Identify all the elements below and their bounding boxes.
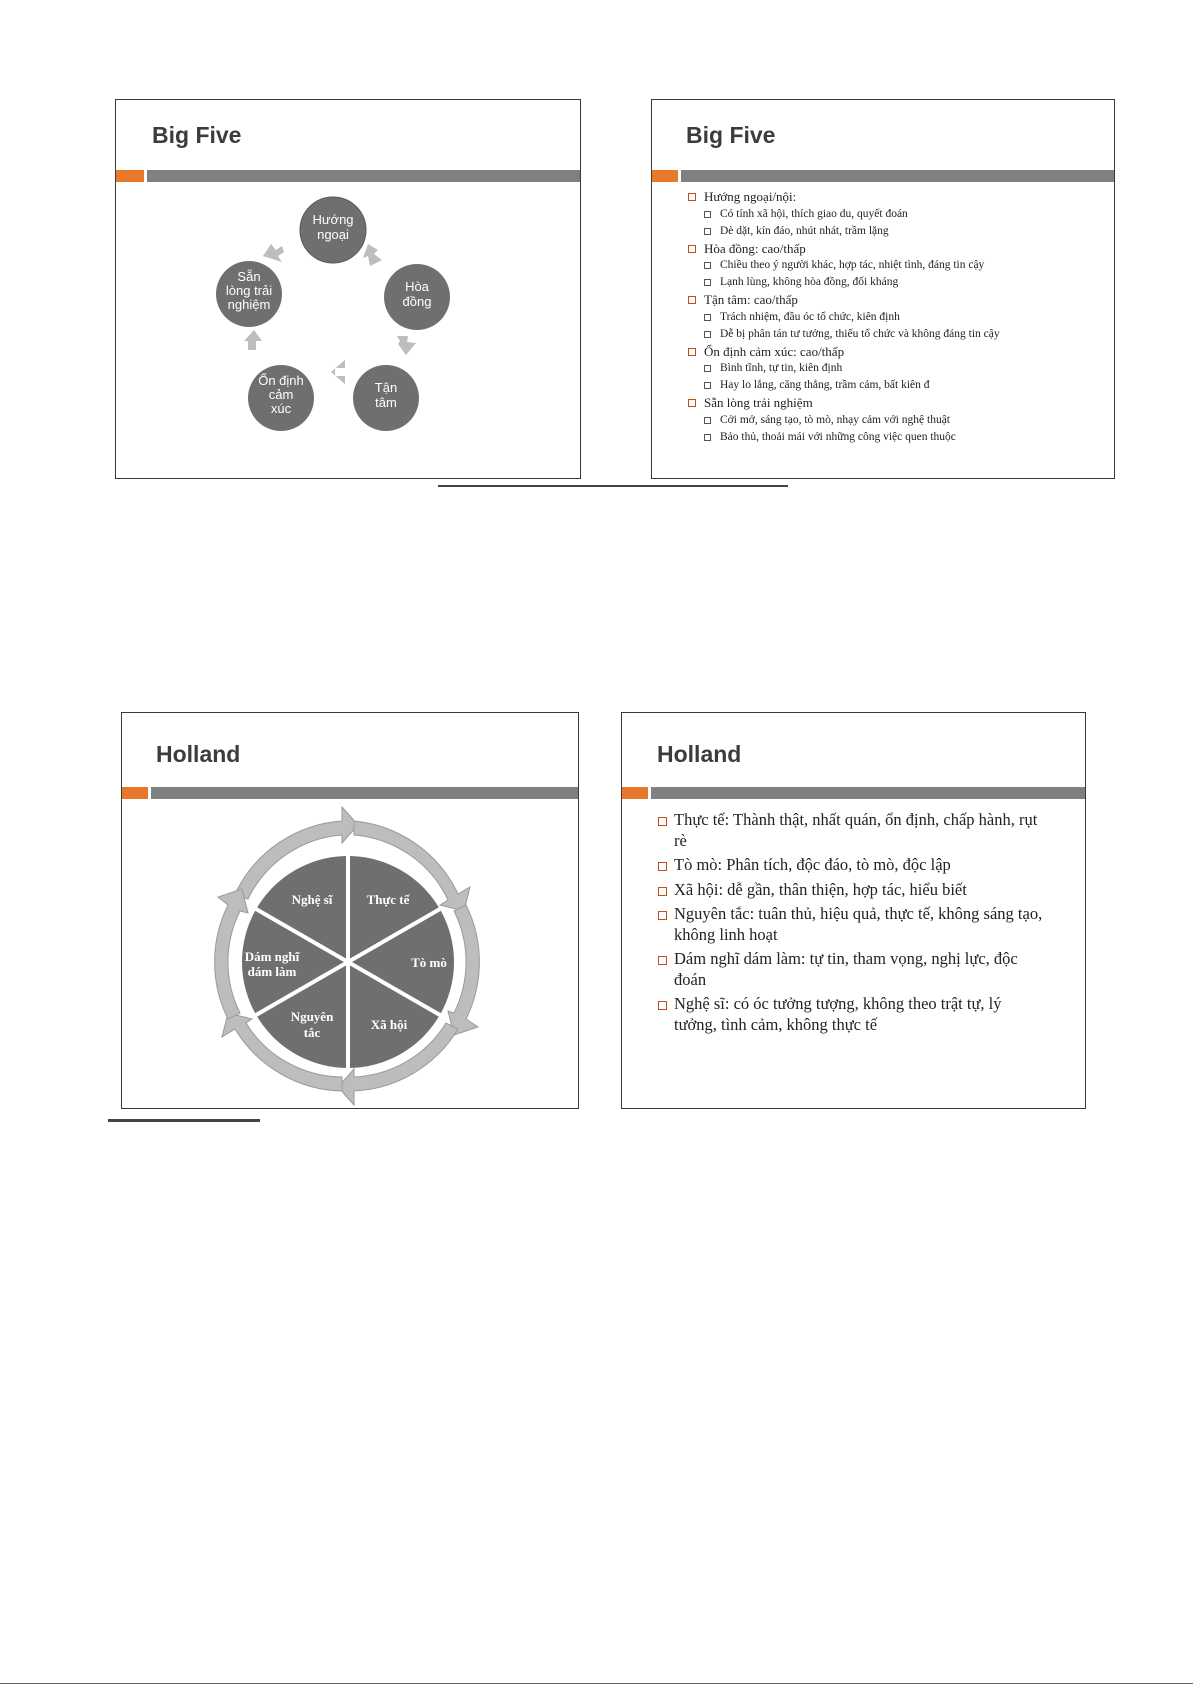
sub-bullet-square-icon bbox=[704, 262, 711, 269]
node-label: nghiệm bbox=[227, 297, 271, 312]
header-bar bbox=[147, 170, 580, 182]
node-huong-ngoai bbox=[300, 197, 366, 263]
segment-label-dam-nghi-dam-lam: dám làm bbox=[247, 964, 297, 979]
slide-title: Big Five bbox=[152, 122, 242, 148]
bullet-list bbox=[658, 810, 1078, 1039]
list-item bbox=[688, 394, 1108, 412]
sub-item-text: Lạnh lùng, không hòa đồng, đối kháng bbox=[720, 276, 899, 288]
item-text-line: Thực tế: Thành thật, nhất quán, ổn định, chấp hành, rụt bbox=[674, 810, 1038, 829]
sub-item-text: Bảo thủ, thoải mái với những công việc quen thuộc bbox=[720, 430, 956, 443]
list-item bbox=[688, 291, 1108, 309]
node-label: Hòa bbox=[405, 279, 429, 294]
bullet-square-icon bbox=[688, 399, 696, 407]
segment-label-thuc-te: Thực tế bbox=[366, 892, 410, 907]
sub-list-item bbox=[688, 309, 1108, 326]
bullet-square-icon bbox=[658, 956, 667, 965]
sub-bullet-square-icon bbox=[704, 365, 711, 372]
list-item bbox=[658, 949, 1078, 990]
sub-list-item bbox=[688, 257, 1108, 274]
item-text-line: Xã hội: dễ gần, thân thiện, hợp tác, hiểu biết bbox=[674, 879, 967, 899]
list-item bbox=[658, 880, 1078, 901]
sub-list-item bbox=[688, 274, 1108, 291]
slide-holland-list bbox=[621, 712, 1086, 1109]
sub-bullet-square-icon bbox=[704, 417, 711, 424]
node-label: Hướng bbox=[312, 212, 354, 227]
header-accent-bar bbox=[622, 787, 648, 799]
node-label: Sẵn bbox=[237, 269, 261, 284]
separator-line bbox=[108, 1119, 260, 1122]
slide-title: Big Five bbox=[686, 122, 776, 148]
bullet-list bbox=[688, 188, 1108, 446]
header-bar bbox=[651, 787, 1085, 799]
node-label: tâm bbox=[375, 395, 397, 410]
segment-label-nguyen-tac: Nguyên bbox=[290, 1009, 334, 1024]
item-label: Hòa đồng: cao/thấp bbox=[704, 240, 806, 256]
sub-list-item bbox=[688, 223, 1108, 240]
header-accent-bar bbox=[122, 787, 148, 799]
sub-bullet-square-icon bbox=[704, 228, 711, 235]
arrow-5 bbox=[263, 244, 284, 262]
segment-label-to-mo: Tò mò bbox=[411, 955, 447, 970]
bullet-square-icon bbox=[658, 1001, 667, 1010]
node-hoa-dong bbox=[384, 264, 450, 330]
bullet-square-icon bbox=[688, 245, 696, 253]
list-item bbox=[688, 343, 1108, 361]
arrow-1 bbox=[363, 244, 382, 266]
sub-item-text: Cởi mở, sáng tạo, tò mò, nhạy cảm với nghệ thuật bbox=[720, 413, 950, 426]
header-accent-bar bbox=[652, 170, 678, 182]
item-text-line: đoán bbox=[674, 969, 707, 989]
arrow-2 bbox=[397, 336, 416, 355]
node-label: xúc bbox=[270, 401, 292, 416]
sub-item-text: Chiều theo ý người khác, hợp tác, nhiệt tình, đáng tin cậy bbox=[720, 259, 985, 271]
item-text-line: Dám nghĩ dám làm: tự tin, tham vọng, nghị lực, độc bbox=[674, 949, 1018, 968]
item-text-line: Nghệ sĩ: có óc tưởng tượng, không theo trật tự, lý bbox=[674, 994, 1002, 1013]
header-bar bbox=[681, 170, 1114, 182]
item-text-line: tưởng, tình cảm, không thực tế bbox=[674, 1014, 878, 1034]
sub-bullet-square-icon bbox=[704, 279, 711, 286]
item-label: Hướng ngoại/nội: bbox=[704, 189, 797, 204]
sub-item-text: Dễ bị phân tán tư tưởng, thiếu tổ chức và không đáng tin cậy bbox=[720, 327, 1000, 340]
item-text-line: Tò mò: Phân tích, độc đáo, tò mò, độc lập bbox=[674, 855, 951, 874]
bullet-square-icon bbox=[658, 817, 667, 826]
item-label: Ổn định cảm xúc: cao/thấp bbox=[704, 343, 845, 359]
sub-bullet-square-icon bbox=[704, 331, 711, 338]
item-text-line: Nguyên tắc: tuân thủ, hiệu quả, thực tế, không sáng tạo, bbox=[674, 904, 1043, 923]
list-item bbox=[688, 240, 1108, 258]
item-label: Tận tâm: cao/thấp bbox=[704, 292, 798, 307]
list-item bbox=[658, 855, 1078, 876]
header-bar bbox=[151, 787, 578, 799]
item-label: Sẵn lòng trải nghiệm bbox=[704, 395, 813, 410]
segment-label-dam-nghi-dam-lam: Dám nghĩ bbox=[244, 949, 300, 964]
sub-bullet-square-icon bbox=[704, 211, 711, 218]
list-item bbox=[688, 188, 1108, 206]
slide-holland-diagram bbox=[121, 712, 579, 1109]
arrow-3 bbox=[331, 360, 345, 384]
slide-bigfive-diagram bbox=[115, 99, 581, 479]
arrow-4 bbox=[244, 330, 262, 350]
sub-list-item bbox=[688, 326, 1108, 343]
node-san-long-trai-nghiem bbox=[216, 261, 282, 327]
list-item bbox=[658, 994, 1078, 1035]
sub-list-item bbox=[688, 429, 1108, 446]
segment-label-xa-hoi: Xã hội bbox=[370, 1017, 408, 1032]
slide-bigfive-list bbox=[651, 99, 1115, 479]
bullet-square-icon bbox=[658, 911, 667, 920]
bullet-square-icon bbox=[688, 348, 696, 356]
node-label: Tận bbox=[374, 380, 398, 395]
node-tan-tam bbox=[353, 365, 419, 431]
sub-item-text: Trách nhiệm, đầu óc tổ chức, kiên định bbox=[720, 310, 900, 323]
node-label: lòng trải bbox=[225, 283, 273, 298]
sub-item-text: Có tính xã hội, thích giao du, quyết đoán bbox=[720, 207, 908, 220]
slide-title: Holland bbox=[657, 741, 742, 767]
list-item bbox=[658, 810, 1078, 851]
segment-label-nghe-si: Nghệ sĩ bbox=[291, 892, 333, 907]
node-label: đồng bbox=[402, 294, 432, 309]
list-item bbox=[658, 904, 1078, 945]
item-text-line: không linh hoạt bbox=[674, 924, 778, 944]
sub-list-item bbox=[688, 206, 1108, 223]
bullet-square-icon bbox=[688, 296, 696, 304]
sub-list-item bbox=[688, 412, 1108, 429]
sub-bullet-square-icon bbox=[704, 314, 711, 321]
bullet-square-icon bbox=[658, 862, 667, 871]
sub-list-item bbox=[688, 377, 1108, 394]
sub-bullet-square-icon bbox=[704, 434, 711, 441]
segment-label-nguyen-tac: tắc bbox=[303, 1025, 321, 1040]
separator-line bbox=[438, 485, 788, 487]
holland-hexagon-wheel bbox=[122, 799, 579, 1109]
node-on-dinh-cam-xuc bbox=[248, 365, 314, 431]
footer-rule bbox=[0, 1683, 1193, 1684]
sub-list-item bbox=[688, 360, 1108, 377]
node-label: cảm bbox=[268, 387, 294, 402]
bullet-square-icon bbox=[658, 887, 667, 896]
bigfive-cycle-diagram bbox=[116, 184, 581, 479]
sub-bullet-square-icon bbox=[704, 382, 711, 389]
sub-item-text: Dè dặt, kín đáo, nhút nhát, trầm lặng bbox=[720, 224, 889, 237]
node-label: Ổn định bbox=[258, 373, 304, 388]
node-label: ngoại bbox=[317, 227, 349, 242]
bullet-square-icon bbox=[688, 193, 696, 201]
item-text-line: rè bbox=[674, 830, 687, 850]
slide-title: Holland bbox=[156, 741, 241, 767]
header-accent-bar bbox=[116, 170, 144, 182]
sub-item-text: Bình tĩnh, tự tin, kiên định bbox=[720, 362, 843, 374]
sub-item-text: Hay lo lắng, căng thẳng, trầm cảm, bất kiên đ bbox=[720, 379, 930, 391]
